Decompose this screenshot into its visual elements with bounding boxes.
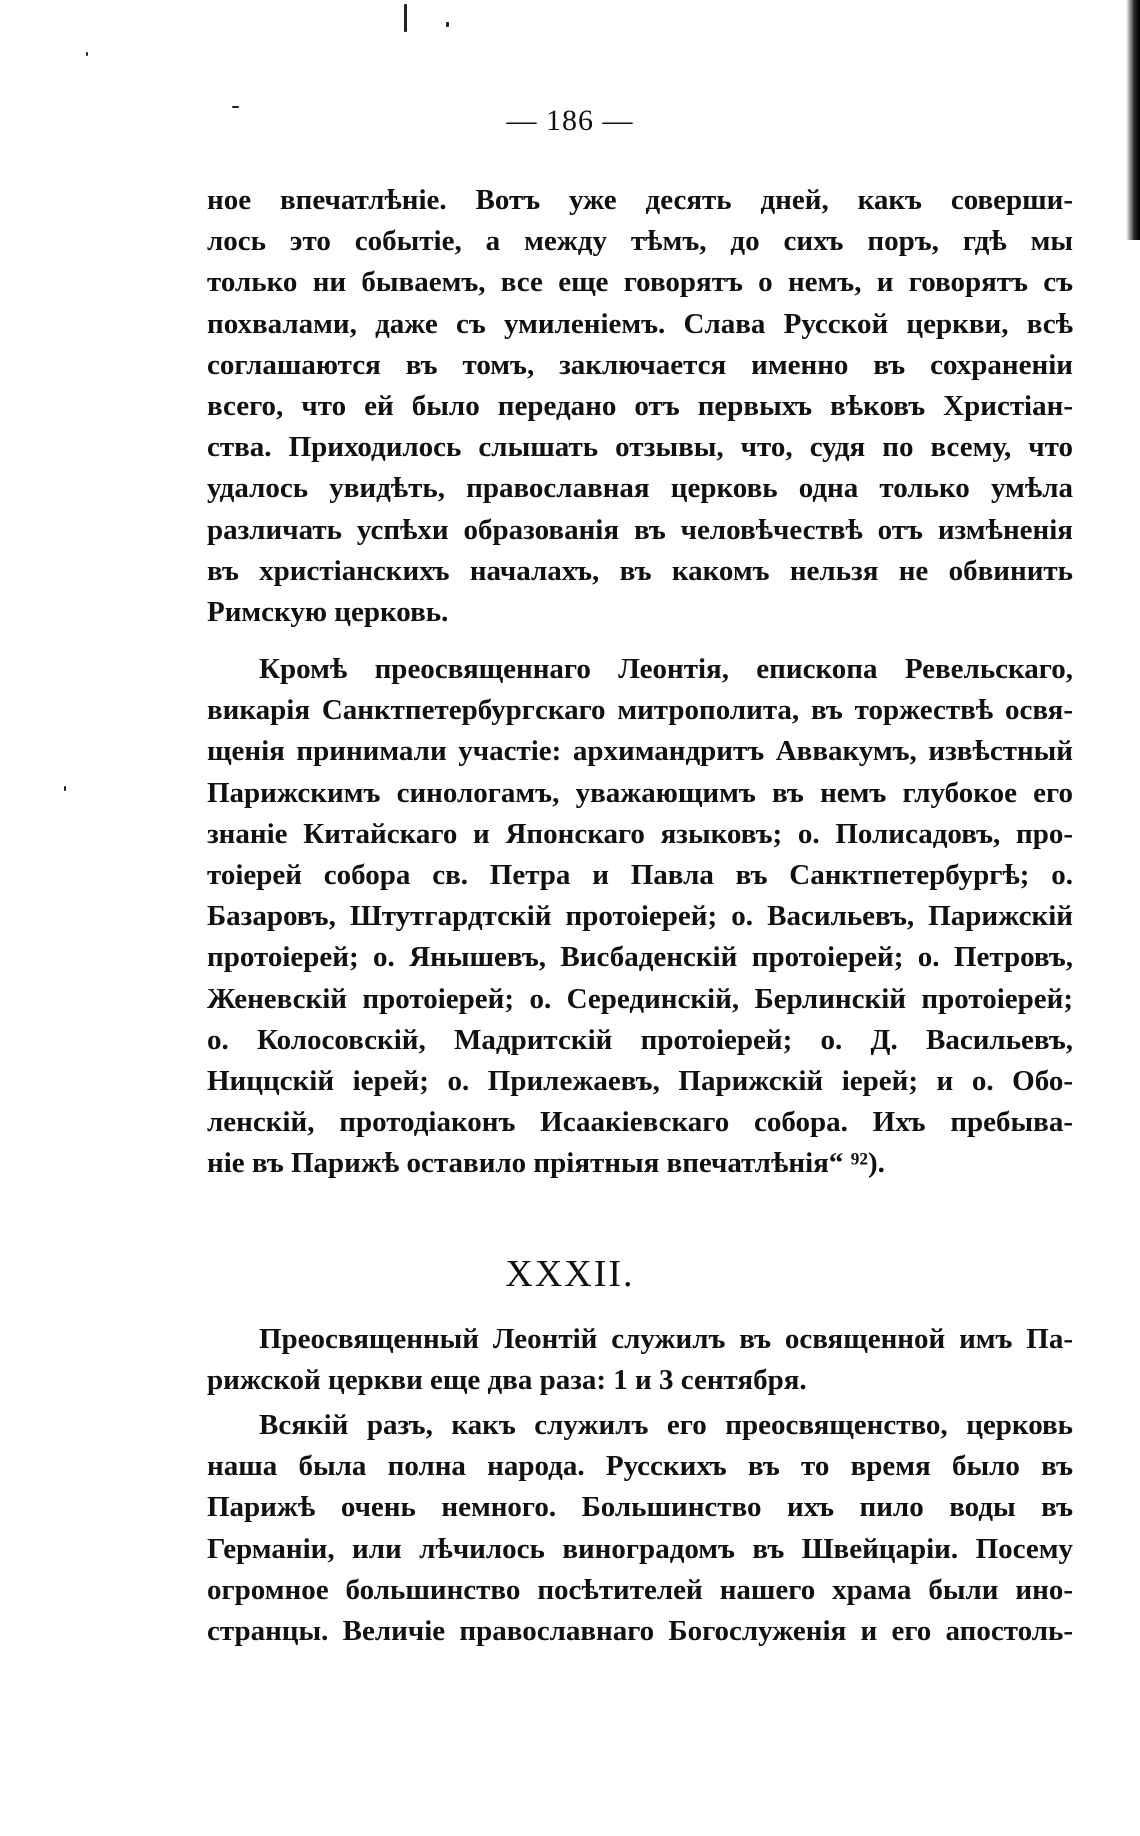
text-line: удалось увидѣть, православная церковь одна только умѣла — [207, 472, 1073, 505]
text-line: ніе въ Парижѣ оставило пріятныя впечатлѣнія“ ⁹²). — [207, 1147, 885, 1180]
text-line: протоіерей; о. Янышевъ, Висбаденскій протоіерей; о. Петровъ, — [207, 941, 1073, 974]
scan-speck — [86, 52, 88, 56]
text-line: лось это событіе, а между тѣмъ, до сихъ поръ, гдѣ мы — [207, 225, 1073, 258]
text-line: Кромѣ преосвященнаго Леонтія, епископа Ревельскаго, — [259, 653, 1073, 685]
text-line: викарія Санктпетербургскаго митрополита, въ торжествѣ освя- — [207, 694, 1073, 727]
section-heading: XXXII. — [505, 1253, 635, 1295]
text-line: странцы. Величіе православнаго Богослуженія и его апостоль- — [207, 1614, 1073, 1647]
text-line: похвалами, даже съ умиленіемъ. Слава Русской церкви, всѣ — [207, 307, 1073, 340]
text-line: Римскую церковь. — [207, 595, 449, 628]
paragraph-1 — [207, 180, 1073, 633]
text-line: знаніе Китайскаго и Японскаго языковъ; о. Полисадовъ, про- — [207, 817, 1073, 850]
text-line: Парижскимъ синологамъ, уважающимъ въ немъ глубокое его — [207, 776, 1073, 809]
text-line: наша была полна народа. Русскихъ въ то время было въ — [207, 1450, 1073, 1483]
text-line: различать успѣхи образованія въ человѣчествѣ отъ измѣненія — [207, 513, 1073, 546]
text-line: рижской церкви еще два раза: 1 и 3 сентября. — [207, 1364, 807, 1397]
text-line: Ниццскій іерей; о. Прилежаевъ, Парижскій іерей; и о. Обо- — [207, 1064, 1073, 1097]
paragraph-3 — [207, 1319, 1073, 1401]
text-line: Преосвященный Леонтій служилъ въ освященной имъ Па- — [259, 1323, 1073, 1355]
text-line: Всякій разъ, какъ служилъ его преосвященство, церковь — [259, 1409, 1073, 1441]
text-line: Парижѣ очень немного. Большинство ихъ пило воды въ — [207, 1491, 1073, 1524]
text-line: Женевскій протоіерей; о. Серединскій, Берлинскій протоіерей; — [207, 982, 1073, 1015]
text-line: только ни бываемъ, все еще говорятъ о немъ, и говорятъ съ — [207, 266, 1073, 299]
text-line: въ христіанскихъ началахъ, въ какомъ нельзя не обвинить — [207, 554, 1073, 587]
text-line: Германіи, или лѣчилось виноградомъ въ Швейцаріи. Посему — [207, 1532, 1073, 1565]
scan-speck — [64, 786, 66, 791]
paragraph-4 — [207, 1405, 1073, 1652]
text-line: соглашаются въ томъ, заключается именно въ сохраненіи — [207, 348, 1073, 381]
text-line: ленскій, протодіаконъ Исаакіевскаго собора. Ихъ пребыва- — [207, 1106, 1073, 1139]
text-line: огромное большинство посѣтителей нашего храма были ино- — [207, 1573, 1073, 1606]
scan-speck — [404, 4, 407, 32]
paragraph-2 — [207, 649, 1073, 1184]
text-line: щенія принимали участіе: архимандритъ Аввакумъ, извѣстный — [207, 735, 1073, 768]
text-line: о. Колосовскій, Мадритскій протоіерей; о. Д. Васильевъ, — [207, 1023, 1073, 1056]
text-line: тоіерей собора св. Петра и Павла въ Санктпетербургѣ; о. — [207, 858, 1073, 891]
text-line: Базаровъ, Штутгардтскій протоіерей; о. Васильевъ, Парижскій — [207, 900, 1073, 933]
scan-speck — [446, 22, 449, 27]
text-line: ное впечатлѣніе. Вотъ уже десять дней, какъ соверши- — [207, 184, 1073, 216]
text-line: всего, что ей было передано отъ первыхъ вѣковъ Христіан- — [207, 389, 1073, 422]
page-number: — 186 — — [506, 104, 634, 137]
text-line: ства. Приходилось слышать отзывы, что, судя по всему, что — [207, 431, 1073, 464]
